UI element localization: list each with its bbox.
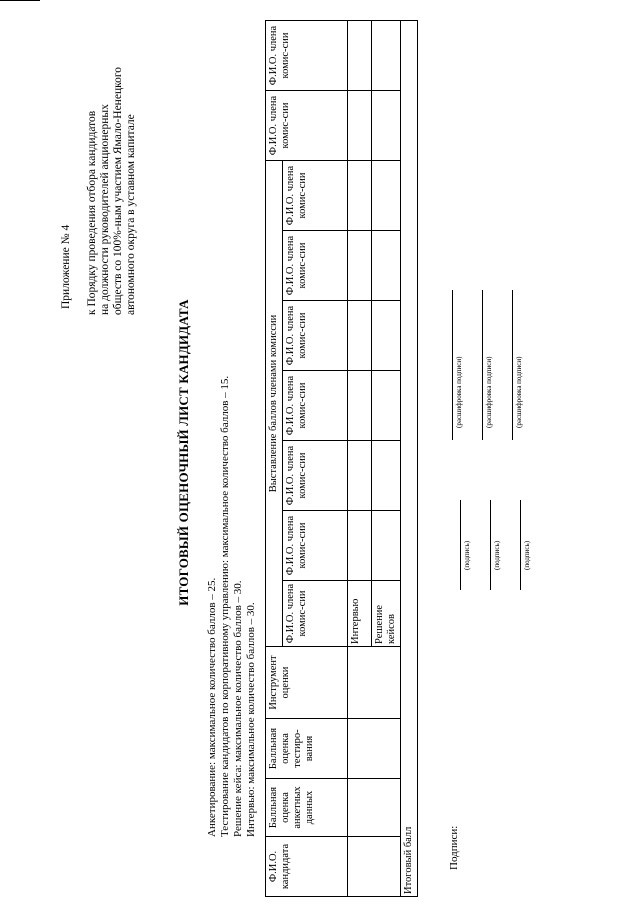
criteria-list: [206, 376, 258, 837]
table-cell: [372, 231, 401, 301]
header-member: Ф.И.О. члена комис-сии: [283, 511, 348, 581]
table-cell: [372, 91, 401, 161]
table-cell: [372, 371, 401, 441]
header-scoring: Выставление баллов членами комиссии: [266, 161, 283, 647]
signatures-block: [448, 10, 538, 890]
header-fio: Ф.И.О. кандидата: [266, 837, 348, 897]
table-cell: [348, 511, 372, 581]
criteria-item: Интервью: максимальное количество баллов – 30.: [245, 602, 257, 837]
signature-line: [460, 500, 461, 590]
table-cell: [348, 231, 372, 301]
table-row: [348, 21, 372, 897]
header-member: Ф.И.О. члена комис-сии: [283, 161, 348, 231]
table-cell: [372, 21, 401, 91]
table-cell: [372, 441, 401, 511]
signature-line: [490, 500, 491, 590]
evaluation-table: [265, 20, 418, 897]
table-cell: [348, 779, 401, 837]
appendix-line: на должности руководителей акционерных: [99, 104, 111, 315]
header-member: Ф.И.О. члена комис-сии: [283, 301, 348, 371]
table-row-total: [401, 21, 418, 897]
table-cell: [348, 837, 401, 897]
header-member: Ф.И.О. члена комис-сии: [283, 441, 348, 511]
signature-line: [520, 500, 521, 590]
row-label-cases: Решение кейсов: [372, 581, 401, 647]
header-member: Ф.И.О. члена комис-сии: [266, 21, 348, 91]
table-cell: [372, 511, 401, 581]
signatures-label: Подписи:: [448, 825, 460, 870]
signature-caption: (подпись): [493, 540, 501, 570]
table-cell: [348, 647, 401, 719]
appendix-number: Приложение № 4: [60, 224, 72, 309]
signature-row: [512, 250, 532, 590]
signature-row: [482, 250, 502, 590]
table-cell: [372, 161, 401, 231]
decoding-caption: (расшифровка подписи): [515, 356, 523, 428]
appendix-line: к Порядку проведения отбора кандидатов: [86, 110, 98, 315]
appendix-header: [60, 15, 138, 315]
decoding-caption: (расшифровка подписи): [485, 356, 493, 428]
criteria-item: Решение кейса: максимальное количество баллов – 30.: [232, 580, 244, 837]
decoding-caption: (расшифровка подписи): [455, 356, 463, 428]
criteria-item: Анкетирование: максимальное количество баллов – 25.: [206, 577, 218, 837]
decoding-line: [452, 290, 453, 440]
row-label-interview: Интервью: [348, 581, 372, 647]
document-title: ИТОГОВЫЙ ОЦЕНОЧНЫЙ ЛИСТ КАНДИДАТА: [176, 299, 191, 606]
signature-caption: (подпись): [523, 540, 531, 570]
header-member: Ф.И.О. члена комис-сии: [283, 371, 348, 441]
table-cell: [372, 301, 401, 371]
criteria-item: Тестирование кандидатов по корпоративному управлению: максимальное количество баллов – 15.: [219, 375, 231, 837]
table-cell: [348, 301, 372, 371]
header-member: Ф.И.О. члена комис-сии: [283, 231, 348, 301]
signature-row: [452, 250, 472, 590]
table-cell: [348, 441, 372, 511]
appendix-line: обществ со 100%-ным участием Ямало-Ненецкого: [112, 66, 124, 315]
header-survey-score: Балльная оценка анкетных данных: [266, 779, 348, 837]
header-member: Ф.И.О. члена комис-сии: [266, 91, 348, 161]
table-header-row: [266, 21, 283, 897]
table-cell: [348, 21, 372, 91]
header-test-score: Балльная оценка тестиро-вания: [266, 719, 348, 779]
table-cell: [348, 371, 372, 441]
table-cell: [348, 719, 401, 779]
header-member: Ф.И.О. члена комис-сии: [283, 581, 348, 647]
table-cell: [348, 161, 372, 231]
row-label-total: Итоговый балл: [401, 21, 418, 897]
header-instrument: Инструмент оценки: [266, 647, 348, 719]
decoding-line: [482, 290, 483, 440]
signature-caption: (подпись): [463, 540, 471, 570]
decoding-line: [512, 290, 513, 440]
appendix-line: автономного округа в уставном капитале: [125, 114, 137, 315]
table-cell: [348, 91, 372, 161]
